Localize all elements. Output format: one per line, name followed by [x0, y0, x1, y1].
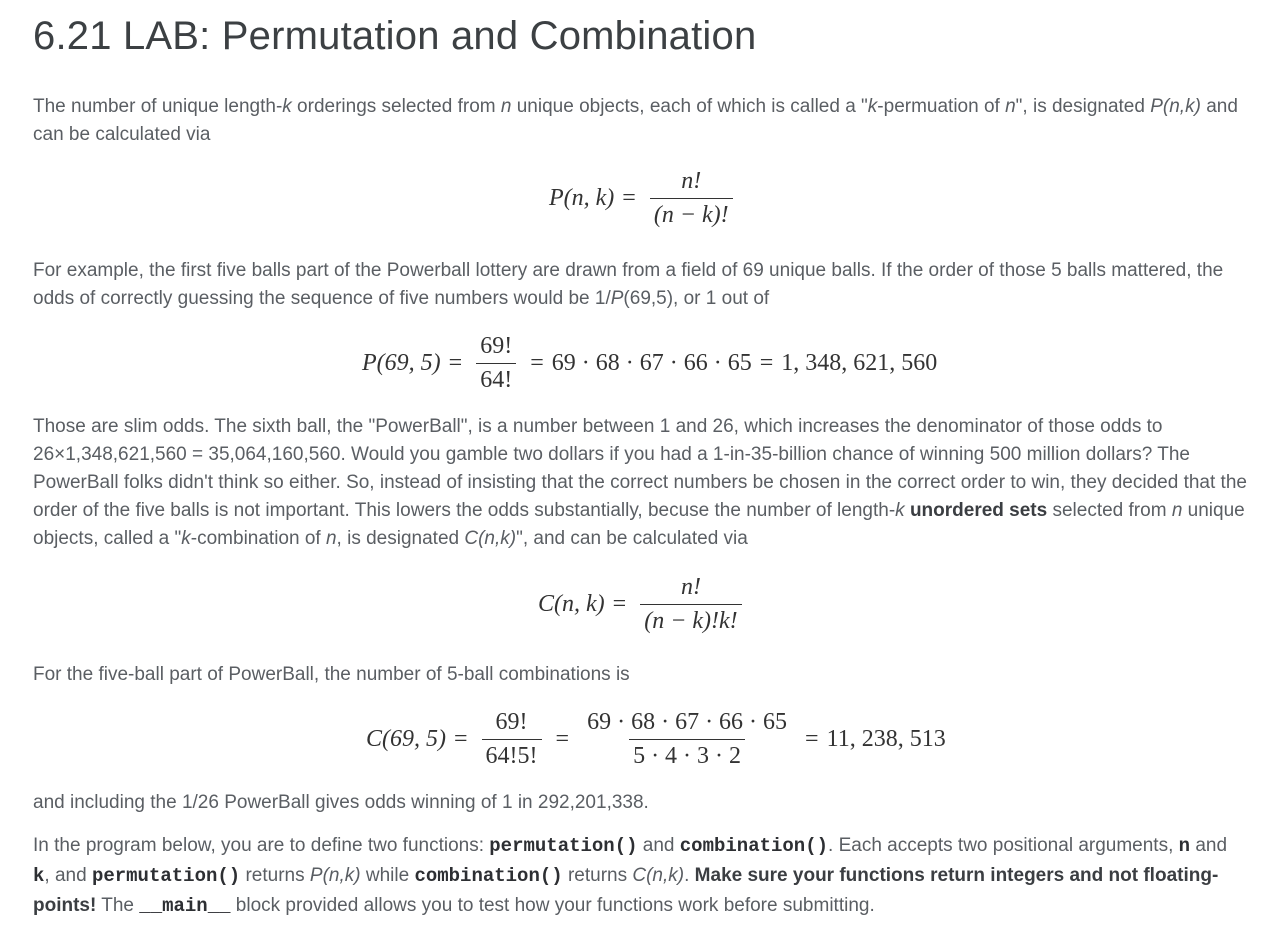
- text: orderings selected from: [291, 96, 501, 117]
- denominator: 64!: [476, 363, 516, 394]
- text: unique objects, called a ": [33, 500, 1245, 549]
- text: . Each accepts two positional arguments,: [828, 835, 1179, 856]
- text: ", and can be calculated via: [516, 528, 748, 549]
- code-k: k: [33, 865, 45, 887]
- pnk-notation: P(n,k): [1150, 96, 1201, 117]
- result: 1, 348, 621, 560: [781, 350, 938, 376]
- denominator: 5 · 4 · 3 · 2: [629, 739, 745, 770]
- numerator: 69!: [480, 333, 513, 359]
- fraction: [482, 709, 542, 770]
- var-p: P: [610, 288, 624, 309]
- var-n: n: [325, 528, 337, 549]
- odds-paragraph: and including the 1/26 PowerBall gives odds winning of 1 in 292,201,338.: [33, 792, 649, 813]
- powerball-paragraph: [33, 413, 1248, 553]
- text: -combination of: [190, 528, 326, 549]
- var-n: n: [500, 96, 512, 117]
- text: returns: [240, 865, 310, 886]
- code-combination: combination(): [414, 865, 563, 887]
- text: and: [1190, 835, 1228, 856]
- bold-warning: Make sure your functions return integers and not floating-points!: [33, 865, 1219, 916]
- denominator: (n − k)!: [650, 198, 733, 229]
- example-paragraph: [33, 257, 1248, 313]
- permutation-formula: [549, 168, 739, 229]
- var-k: k: [181, 528, 191, 549]
- text: and: [637, 835, 680, 856]
- fraction: [583, 709, 791, 770]
- text: The: [96, 895, 140, 916]
- eq-lhs: P(69, 5): [362, 350, 441, 376]
- text: The number of unique length-: [33, 96, 283, 117]
- text: ", is designated: [1015, 96, 1151, 117]
- cnk-notation: C(n,k): [632, 865, 685, 886]
- code-n: n: [1178, 835, 1191, 857]
- combination-formula: [538, 574, 748, 635]
- numerator: 69!: [495, 709, 528, 735]
- text: For example, the first five balls part of the Powerball lottery are drawn from a field of 69 unique balls. If the order of those 5 balls mattered, the odds of correctly guessing the sequence of five numbers would be 1/: [33, 260, 1224, 309]
- text: and can be calculated via: [33, 96, 1238, 145]
- permutation-example-formula: [362, 333, 937, 394]
- text: while: [360, 865, 415, 886]
- text: , is designated: [336, 528, 465, 549]
- equals-sign: =: [622, 185, 636, 211]
- text: -permuation of: [877, 96, 1006, 117]
- product: 69 · 68 · 67 · 66 · 65: [551, 350, 752, 376]
- text: , and: [44, 865, 92, 886]
- text: returns: [562, 865, 633, 886]
- cnk-notation: C(n,k): [464, 528, 517, 549]
- fraction: [476, 333, 516, 394]
- combination-intro-paragraph: For the five-ball part of PowerBall, the number of 5-ball combinations is: [33, 664, 630, 685]
- text: Those are slim odds. The sixth ball, the "PowerBall", is a number between 1 and 26, which increases the denominator of those odds to 26×1,348,621,560 = 35,064,160,560. Would you gamble two dollars if you had a 1-in-35-billion chance of winning 500 million dollars? The PowerBall folks didn't think so either. So, instead of insisting that the correct numbers be chosen in the correct order to win, they decided that the order of the five balls is not important. This lowers the odds substantially, becuse the number of length-: [33, 416, 1247, 521]
- eq-lhs: C(n, k): [538, 591, 605, 617]
- result: 11, 238, 513: [826, 726, 946, 752]
- fraction: [640, 574, 741, 635]
- equals-sign: =: [448, 350, 463, 376]
- denominator: 64!5!: [482, 739, 542, 770]
- bold-text: unordered sets: [909, 500, 1048, 521]
- combination-example-formula: [366, 709, 946, 770]
- numerator: 69 · 68 · 67 · 66 · 65: [587, 709, 788, 735]
- text: In the program below, you are to define two functions:: [33, 835, 490, 856]
- var-k: k: [282, 96, 292, 117]
- eq-lhs: C(69, 5): [366, 726, 446, 752]
- text: unique objects, each of which is called a ": [511, 96, 868, 117]
- code-main: __main__: [139, 895, 231, 917]
- var-n: n: [1171, 500, 1183, 521]
- equals-sign: =: [530, 350, 544, 376]
- var-k: k: [895, 500, 905, 521]
- code-permutation: permutation(): [489, 835, 638, 857]
- equals-sign: =: [555, 726, 570, 752]
- text: .: [684, 865, 695, 886]
- text: (69,5), or 1 out of: [623, 288, 770, 309]
- page-title: 6.21 LAB: Permutation and Combination: [33, 14, 757, 58]
- numerator: n!: [680, 574, 701, 600]
- code-permutation: permutation(): [91, 865, 241, 887]
- instructions-paragraph: [33, 831, 1248, 921]
- text: selected from: [1047, 500, 1172, 521]
- pnk-notation: P(n,k): [309, 865, 361, 886]
- equals-sign: =: [759, 350, 774, 376]
- text: block provided allows you to test how your functions work before submitting.: [230, 895, 875, 916]
- intro-paragraph: [33, 93, 1248, 149]
- equals-sign: =: [805, 726, 819, 752]
- numerator: n!: [681, 168, 702, 194]
- equals-sign: =: [612, 591, 627, 617]
- denominator: (n − k)!k!: [640, 604, 741, 635]
- code-combination: combination(): [679, 835, 829, 857]
- equals-sign: =: [454, 726, 468, 752]
- var-k: k: [867, 96, 878, 117]
- fraction: [650, 168, 733, 229]
- var-n: n: [1005, 96, 1016, 117]
- eq-lhs: P(n, k): [549, 185, 615, 211]
